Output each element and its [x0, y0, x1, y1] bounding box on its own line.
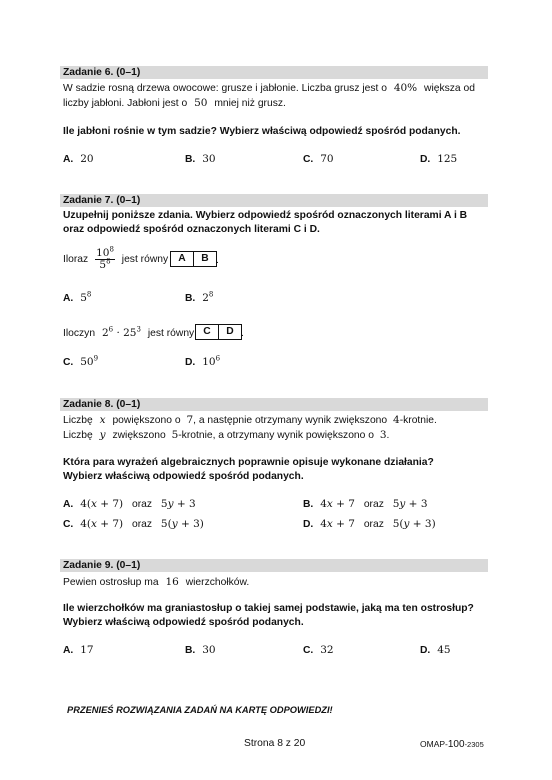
box-cell-c[interactable]: C	[203, 326, 211, 337]
task6-option-c[interactable]: C. 70	[303, 153, 334, 165]
task7-option-d[interactable]: D. $10^6$	[185, 354, 221, 368]
task7-sentence2: Iloczyn $2^6 \cdot 25^3$ jest równy	[63, 325, 195, 339]
task7-header: Zadanie 7. (0–1)	[60, 194, 488, 207]
task9-question-line1: Ile wierzchołków ma graniastosłup o takiej samej podstawie, jaką ma ten ostrosłup?	[63, 603, 474, 614]
task8-option-d[interactable]: D. 4𝑥 + 7 oraz 5(𝑦 + 3)	[303, 518, 436, 530]
task7-option-c[interactable]: C. $50^9$	[63, 354, 99, 368]
task6-option-d[interactable]: D. 125	[420, 153, 458, 165]
task8-question-line1: Która para wyrażeń algebraicznych poprawnie opisuje wykonane działania?	[63, 457, 434, 468]
task6-text-line2	[63, 96, 286, 111]
task9-question-line2: Wybierz właściwą odpowiedź spośród podanych.	[63, 617, 304, 628]
task7-option-b[interactable]: B. $2^8$	[185, 290, 214, 304]
task6-question: Ile jabłoni rośnie w tym sadzie? Wybierz właściwą odpowiedź spośród podanych.	[63, 126, 461, 137]
task8-option-a[interactable]: A. 4(𝑥 + 7) oraz 5𝑦 + 3	[63, 498, 196, 510]
task6-text-line1	[63, 81, 475, 96]
task6-option-a[interactable]: A. 20	[63, 153, 94, 165]
task8-header: Zadanie 8. (0–1)	[60, 398, 488, 411]
task8-question-line2: Wybierz właściwą odpowiedź spośród podanych.	[63, 471, 304, 482]
task6-header: Zadanie 6. (0–1)	[60, 66, 488, 79]
box-cell-a[interactable]: A	[178, 253, 186, 264]
task7-instruction-line1: Uzupełnij poniższe zdania. Wybierz odpowiedź spośród oznaczonych literami A i B	[63, 210, 468, 221]
task7-fraction: $\frac{10^8}{5^8}$	[96, 245, 114, 271]
task9-option-c[interactable]: C. 32	[303, 644, 334, 656]
task6-text: mniej niż grusz.	[214, 98, 286, 109]
task8-option-b[interactable]: B. 4𝑥 + 7 oraz 5𝑦 + 3	[303, 498, 428, 510]
transfer-answers-notice: PRZENIEŚ ROZWIĄZANIA ZADAŃ NA KARTĘ ODPOWIEDZI!	[67, 705, 333, 715]
task9-option-a[interactable]: A. 17	[63, 644, 94, 656]
task7-answer-box-cd[interactable]	[195, 324, 242, 340]
task7-sentence1: Iloraz $\frac{10^8}{5^8}$ jest równy	[63, 245, 169, 271]
box-cell-b[interactable]: B	[193, 252, 216, 266]
page-number: Strona 8 z 20	[244, 738, 306, 749]
task7-instruction-line2: oraz odpowiedź spośród oznaczonych literami C i D.	[63, 224, 320, 235]
task8-text-line1: Liczbę x powiększono o 7, a następnie otrzymany wynik zwiększono 4-krotnie.	[63, 414, 437, 426]
task7-period: .	[216, 255, 219, 266]
task9-option-b[interactable]: B. 30	[185, 644, 216, 656]
task6-text: większa od	[424, 83, 475, 94]
task8-option-c[interactable]: C. 4(𝑥 + 7) oraz 5(𝑦 + 3)	[63, 518, 204, 530]
task6-percent: 40%	[393, 82, 418, 94]
task7-option-a[interactable]: A. $5^8$	[63, 290, 92, 304]
task6-text: W sadzie rosną drzewa owocowe: grusze i jabłonie. Liczba grusz jest o	[63, 83, 387, 94]
task6-number: 50	[194, 97, 208, 109]
document-code: OMAP-100-2305	[420, 739, 484, 750]
task9-header: Zadanie 9. (0–1)	[60, 559, 488, 572]
task7-answer-box-ab[interactable]	[170, 251, 217, 267]
task6-text: liczby jabłoni. Jabłoni jest o	[63, 98, 188, 109]
task6-option-b[interactable]: B. 30	[185, 153, 216, 165]
task9-option-d[interactable]: D. 45	[420, 644, 451, 656]
task9-text: Pewien ostrosłup ma 16 wierzchołków.	[63, 576, 250, 588]
task7-period: .	[241, 328, 244, 339]
task8-text-line2: Liczbę y zwiększono 5-krotnie, a otrzymany wynik powiększono o 3.	[63, 429, 390, 441]
box-cell-d[interactable]: D	[218, 325, 241, 339]
